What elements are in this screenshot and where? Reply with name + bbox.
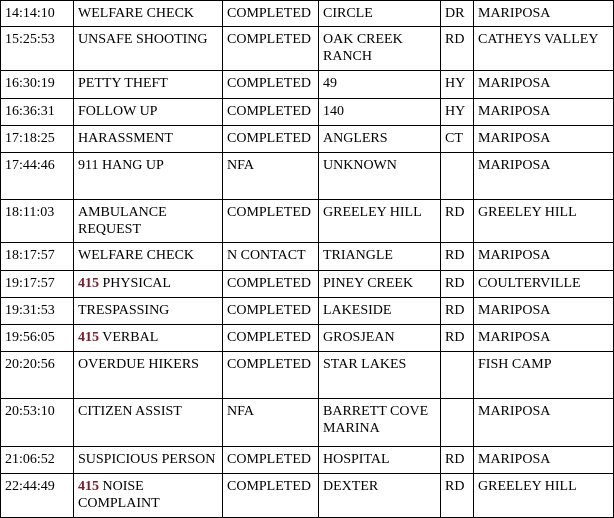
table-row xyxy=(1,243,614,270)
street-cell: UNKNOWN xyxy=(319,152,441,199)
table-row xyxy=(1,152,614,199)
table-row xyxy=(1,270,614,297)
status-cell: COMPLETED xyxy=(223,71,319,98)
call-type-cell xyxy=(74,1,223,27)
call-type-label: AMBULANCE REQUEST xyxy=(78,205,167,238)
call-type-label: WELFARE CHECK xyxy=(78,248,195,264)
time-cell: 17:18:25 xyxy=(1,125,74,152)
table-row xyxy=(1,125,614,152)
call-type-cell xyxy=(74,200,223,243)
call-type-cell xyxy=(74,243,223,270)
call-type-label: WELFARE CHECK xyxy=(78,6,195,21)
status-cell: NFA xyxy=(223,152,319,199)
table-row xyxy=(1,297,614,324)
city-cell: GREELEY HILL xyxy=(474,200,614,243)
time-cell: 15:25:53 xyxy=(1,27,74,71)
street-suffix-cell: RD xyxy=(441,27,474,71)
street-suffix-cell: HY xyxy=(441,98,474,125)
call-type-cell xyxy=(74,27,223,71)
street-cell: ANGLERS xyxy=(319,125,441,152)
status-cell: COMPLETED xyxy=(223,270,319,297)
street-suffix-cell xyxy=(441,399,474,446)
city-cell: COULTERVILLE xyxy=(474,270,614,297)
street-cell: DEXTER xyxy=(319,473,441,517)
call-type-label: HARASSMENT xyxy=(78,130,173,146)
city-cell: CATHEYS VALLEY xyxy=(474,27,614,71)
street-cell: 140 xyxy=(319,98,441,125)
status-cell: COMPLETED xyxy=(223,473,319,517)
call-type-cell xyxy=(74,152,223,199)
city-cell: MARIPOSA xyxy=(474,1,614,27)
city-cell: GREELEY HILL xyxy=(474,473,614,517)
time-cell: 17:44:46 xyxy=(1,152,74,199)
street-suffix-cell: RD xyxy=(441,270,474,297)
status-cell: COMPLETED xyxy=(223,297,319,324)
street-cell: 49 xyxy=(319,71,441,98)
call-type-label: SUSPICIOUS PERSON xyxy=(78,451,216,467)
time-cell: 14:14:10 xyxy=(1,1,74,27)
call-type-cell xyxy=(74,125,223,152)
call-code: 415 xyxy=(78,329,99,345)
street-cell: GROSJEAN xyxy=(319,324,441,351)
table-row xyxy=(1,71,614,98)
table-row xyxy=(1,352,614,399)
table-row xyxy=(1,200,614,243)
call-type-label: 911 HANG UP xyxy=(78,157,164,173)
street-cell: GREELEY HILL xyxy=(319,200,441,243)
city-cell: MARIPOSA xyxy=(474,152,614,199)
call-type-cell xyxy=(74,446,223,473)
time-cell: 16:36:31 xyxy=(1,98,74,125)
call-type-cell xyxy=(74,399,223,446)
street-cell: TRIANGLE xyxy=(319,243,441,270)
status-cell: COMPLETED xyxy=(223,352,319,399)
city-cell: MARIPOSA xyxy=(474,98,614,125)
street-suffix-cell: HY xyxy=(441,71,474,98)
street-cell: LAKESIDE xyxy=(319,297,441,324)
call-type-label: NOISE COMPLAINT xyxy=(78,478,160,511)
street-cell: STAR LAKES xyxy=(319,352,441,399)
city-cell: FISH CAMP xyxy=(474,352,614,399)
table-row xyxy=(1,473,614,517)
table-row xyxy=(1,27,614,71)
call-type-cell xyxy=(74,352,223,399)
status-cell: COMPLETED xyxy=(223,98,319,125)
call-type-label: PHYSICAL xyxy=(99,275,171,291)
city-cell: MARIPOSA xyxy=(474,324,614,351)
call-type-cell xyxy=(74,71,223,98)
street-suffix-cell: RD xyxy=(441,297,474,324)
time-cell: 22:44:49 xyxy=(1,473,74,517)
status-cell: COMPLETED xyxy=(223,125,319,152)
street-cell: OAK CREEK RANCH xyxy=(319,27,441,71)
time-cell: 16:30:19 xyxy=(1,71,74,98)
time-cell: 20:20:56 xyxy=(1,352,74,399)
status-cell: NFA xyxy=(223,399,319,446)
table-row xyxy=(1,98,614,125)
table-row xyxy=(1,399,614,446)
street-suffix-cell xyxy=(441,352,474,399)
street-suffix-cell: RD xyxy=(441,446,474,473)
call-type-label: FOLLOW UP xyxy=(78,103,158,119)
status-cell: COMPLETED xyxy=(223,27,319,71)
call-type-label: OVERDUE HIKERS xyxy=(78,357,199,372)
table-row xyxy=(1,446,614,473)
street-suffix-cell: RD xyxy=(441,243,474,270)
call-type-label: VERBAL xyxy=(99,329,159,345)
status-cell: COMPLETED xyxy=(223,324,319,351)
city-cell: MARIPOSA xyxy=(474,243,614,270)
status-cell: N CONTACT xyxy=(223,243,319,270)
call-type-cell xyxy=(74,324,223,351)
status-cell: COMPLETED xyxy=(223,200,319,243)
call-type-label: UNSAFE SHOOTING xyxy=(78,32,208,48)
street-suffix-cell: RD xyxy=(441,200,474,243)
street-cell: PINEY CREEK xyxy=(319,270,441,297)
call-type-label: TRESPASSING xyxy=(78,302,170,318)
call-type-label: CITIZEN ASSIST xyxy=(78,404,182,420)
street-suffix-cell xyxy=(441,152,474,199)
call-log-body xyxy=(1,1,614,518)
call-type-cell xyxy=(74,98,223,125)
city-cell: MARIPOSA xyxy=(474,446,614,473)
city-cell: MARIPOSA xyxy=(474,399,614,446)
time-cell: 19:56:05 xyxy=(1,324,74,351)
call-type-cell xyxy=(74,270,223,297)
call-code: 415 xyxy=(78,275,99,291)
city-cell: MARIPOSA xyxy=(474,297,614,324)
street-suffix-cell: CT xyxy=(441,125,474,152)
street-suffix-cell: RD xyxy=(441,324,474,351)
time-cell: 19:31:53 xyxy=(1,297,74,324)
street-cell: HOSPITAL xyxy=(319,446,441,473)
table-row xyxy=(1,1,614,27)
street-cell: CIRCLE xyxy=(319,1,441,27)
call-code: 415 xyxy=(78,478,99,494)
street-suffix-cell: RD xyxy=(441,473,474,517)
table-row xyxy=(1,324,614,351)
time-cell: 20:53:10 xyxy=(1,399,74,446)
call-type-label: PETTY THEFT xyxy=(78,76,168,92)
time-cell: 18:11:03 xyxy=(1,200,74,243)
time-cell: 21:06:52 xyxy=(1,446,74,473)
time-cell: 18:17:57 xyxy=(1,243,74,270)
call-type-cell xyxy=(74,473,223,517)
city-cell: MARIPOSA xyxy=(474,125,614,152)
call-type-cell xyxy=(74,297,223,324)
status-cell: COMPLETED xyxy=(223,446,319,473)
status-cell: COMPLETED xyxy=(223,1,319,27)
city-cell: MARIPOSA xyxy=(474,71,614,98)
time-cell: 19:17:57 xyxy=(1,270,74,297)
street-cell: BARRETT COVE MARINA xyxy=(319,399,441,446)
street-suffix-cell: DR xyxy=(441,1,474,27)
